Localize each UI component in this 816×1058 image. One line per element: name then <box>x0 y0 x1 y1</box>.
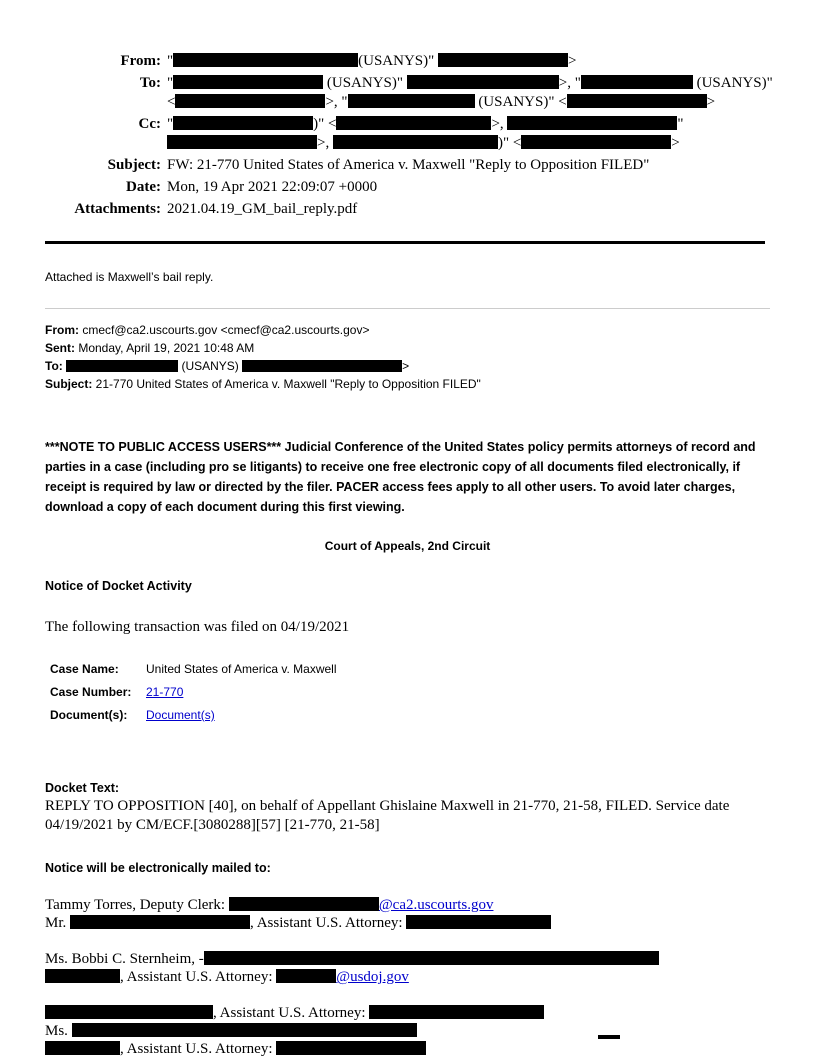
text-segment: (USANYS) <box>178 359 243 373</box>
text-segment: >, " <box>558 75 581 91</box>
usdoj-email-link[interactable]: @usdoj.gov <box>336 969 409 985</box>
docket-text-heading: Docket Text: <box>45 781 120 795</box>
redaction-bar <box>567 94 707 108</box>
documents-label: Document(s): <box>50 708 128 722</box>
recipient-line <box>45 1022 771 1040</box>
redaction-bar <box>45 1005 213 1019</box>
text-segment: Ms. Bobbi C. Sternheim, - <box>45 951 204 967</box>
text-line <box>167 115 771 134</box>
quoted-row-from <box>45 321 771 339</box>
quoted-to-value <box>63 359 409 373</box>
text-line <box>167 134 771 153</box>
redaction-bar <box>72 1023 417 1037</box>
redaction-bar <box>438 53 568 67</box>
redaction-bar <box>507 116 677 130</box>
redaction-bar <box>521 135 671 149</box>
recipient-line <box>45 1040 771 1058</box>
date-label: Date: <box>126 179 161 195</box>
text-segment: , Assistant U.S. Attorney: <box>120 969 277 985</box>
case-info-table <box>50 658 771 727</box>
text-segment: > <box>568 53 577 69</box>
redaction-bar <box>173 116 313 130</box>
redaction-bar <box>581 75 693 89</box>
text-segment: (USANYS)" < <box>474 94 567 110</box>
redaction-bar <box>173 75 323 89</box>
redaction-bar <box>369 1005 544 1019</box>
redaction-bar <box>66 360 178 372</box>
docket-text: REPLY TO OPPOSITION [40], on behalf of Appellant Ghislaine Maxwell in 21-770, 21-58, FILED. Service date 04/19/2021 by CM/ECF.[3080288][57] [21-770, 21-58] <box>45 798 730 833</box>
to-value <box>167 74 773 112</box>
quoted-row-to <box>45 357 771 375</box>
text-segment: > <box>671 135 680 151</box>
redaction-bar <box>406 915 551 929</box>
redaction-bar <box>204 951 659 965</box>
quoted-row-sent <box>45 339 771 357</box>
case-number-label: Case Number: <box>50 685 132 699</box>
text-segment: , Assistant U.S. Attorney: <box>120 1041 277 1057</box>
quoted-message-divider <box>45 308 770 309</box>
header-row-date <box>45 178 771 197</box>
text-segment: Mr. <box>45 915 71 931</box>
text-line <box>167 156 771 175</box>
text-segment: " <box>167 116 174 132</box>
text-segment: cmecf@ca2.uscourts.gov <cmecf@ca2.uscourts.gov> <box>79 323 370 337</box>
redaction-bar <box>45 1041 120 1055</box>
quoted-sent-value <box>75 341 254 355</box>
header-row-from <box>45 52 771 71</box>
text-segment: >, " <box>325 94 348 110</box>
header-row-attachments <box>45 200 771 219</box>
redaction-bar <box>242 360 402 372</box>
mail-recipient-list <box>45 896 771 1058</box>
text-segment: )" < <box>497 135 522 151</box>
case-name-row <box>50 658 771 681</box>
redaction-bar <box>175 94 325 108</box>
recipient-line <box>45 1004 771 1022</box>
text-line <box>167 200 771 219</box>
attachments-value <box>167 200 771 219</box>
quoted-from-value <box>79 323 369 337</box>
transaction-line: The following transaction was filed on 04/19/2021 <box>45 619 350 635</box>
subject-label: Subject: <box>107 157 161 173</box>
redaction-bar <box>407 75 559 89</box>
redaction-bar <box>229 897 379 911</box>
header-divider-rule <box>45 241 765 244</box>
case-number-link[interactable]: 21-770 <box>146 685 184 699</box>
attachments-label: Attachments: <box>74 201 161 217</box>
from-value <box>167 52 771 71</box>
text-line <box>167 52 771 71</box>
court-title: Court of Appeals, 2nd Circuit <box>324 539 491 553</box>
header-row-to <box>45 74 771 112</box>
text-segment: (USANYS)" <box>692 75 773 91</box>
text-line <box>167 74 773 93</box>
text-segment: >, <box>317 135 333 151</box>
redaction-bar <box>167 135 317 149</box>
text-segment: , Assistant U.S. Attorney: <box>250 915 407 931</box>
text-segment: 21-770 United States of America v. Maxwell "Reply to Opposition FILED" <box>92 377 481 391</box>
header-row-subject <box>45 156 771 175</box>
text-segment: Ms. <box>45 1023 72 1039</box>
text-segment: " <box>167 53 174 69</box>
quoted-from-label: From: <box>45 323 79 337</box>
case-number-row <box>50 681 771 704</box>
text-segment: > <box>402 359 410 373</box>
redaction-bar <box>348 94 475 108</box>
text-segment: >, <box>491 116 508 132</box>
docket-activity-heading: Notice of Docket Activity <box>45 579 192 593</box>
text-segment: )" < <box>313 116 337 132</box>
email-body-intro: Attached is Maxwell’s bail reply. <box>45 270 214 284</box>
quoted-subject-value <box>92 377 480 391</box>
case-name-value: United States of America v. Maxwell <box>146 662 337 676</box>
pacer-access-note: ***NOTE TO PUBLIC ACCESS USERS*** Judicial Conference of the United States policy permits attorneys of record and parties in a case (including pro se litigants) to receive one free electronic copy of all documents filed electronically, if receipt is required by law or directed by the filer. PACER access fees apply to all other users. To avoid later charges, download a copy of each document during this first viewing. <box>45 440 756 514</box>
text-segment: 2021.04.19_GM_bail_reply.pdf <box>167 201 358 217</box>
ca2-email-link[interactable]: @ca2.uscourts.gov <box>378 897 494 913</box>
redaction-bar <box>173 53 358 67</box>
text-segment: Tammy Torres, Deputy Clerk: <box>45 897 229 913</box>
email-header <box>45 52 771 219</box>
from-label: From: <box>120 53 161 69</box>
quoted-email-header <box>45 321 771 393</box>
cc-value <box>167 115 771 153</box>
redaction-bar <box>70 915 250 929</box>
text-segment: Monday, April 19, 2021 10:48 AM <box>75 341 255 355</box>
text-line <box>167 93 773 112</box>
quoted-row-subject <box>45 375 771 393</box>
text-segment: " <box>167 75 174 91</box>
quoted-subject-label: Subject: <box>45 377 93 391</box>
quoted-sent-label: Sent: <box>45 341 75 355</box>
text-segment: " <box>677 116 684 132</box>
text-segment: (USANYS)" <box>358 53 439 69</box>
documents-link[interactable]: Document(s) <box>146 708 215 722</box>
recipient-line <box>45 968 771 986</box>
text-segment: FW: 21-770 United States of America v. Maxwell "Reply to Opposition FILED" <box>167 157 650 173</box>
cc-label: Cc: <box>138 116 161 132</box>
redaction-bar <box>333 135 498 149</box>
to-label: To: <box>139 75 161 91</box>
redaction-bar <box>45 969 120 983</box>
recipient-line <box>45 950 771 968</box>
header-row-cc <box>45 115 771 153</box>
text-segment: Mon, 19 Apr 2021 22:09:07 +0000 <box>167 179 378 195</box>
recipient-line <box>45 896 771 914</box>
redaction-bar <box>276 969 336 983</box>
text-segment: , Assistant U.S. Attorney: <box>213 1005 370 1021</box>
redaction-bar <box>276 1041 426 1055</box>
documents-row <box>50 704 771 727</box>
text-segment: (USANYS)" <box>323 75 407 91</box>
text-segment: > <box>706 94 716 110</box>
date-value <box>167 178 771 197</box>
recipient-line <box>45 914 771 932</box>
redaction-mark <box>598 1035 620 1039</box>
subject-value <box>167 156 771 175</box>
text-segment: < <box>167 94 176 110</box>
quoted-to-label: To: <box>45 359 63 373</box>
case-name-label: Case Name: <box>50 662 119 676</box>
redaction-bar <box>336 116 491 130</box>
mailed-to-heading: Notice will be electronically mailed to: <box>45 861 271 875</box>
text-line <box>167 178 771 197</box>
